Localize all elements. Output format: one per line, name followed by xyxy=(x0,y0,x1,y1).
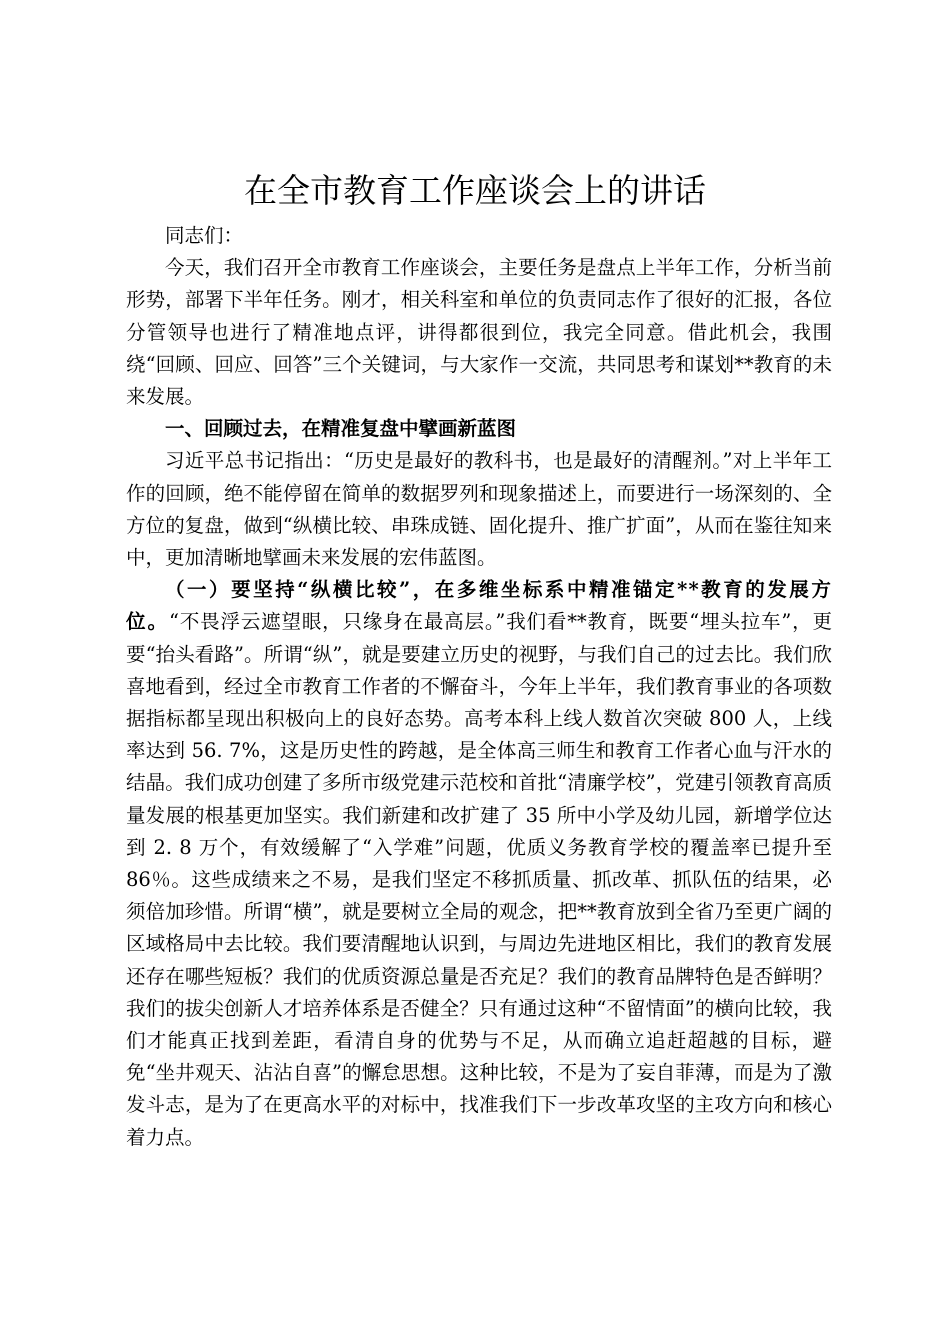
subsection-body: “不畏浮云遮望眼，只缘身在最高层。”我们看**教育，既要“埋头拉车”，更要“抬头看路”。所谓“纵”，就是要建立历史的视野，与我们自己的过去比。我们欣喜地看到，经过全市教育工作者的不懈奋斗，今年上半年，我们教育事业的各项数据指标都呈现出积极向上的良好态势。高考本科上线人数首次突破 800 人，上线率达到 56. 7%，这是历史性的跨越，是全体高三师生和教育工作者心血与汗水的结晶。我们成功创建了多所市级党建示范校和首批“清廉学校”，党建引领教育高质量发展的根基更加坚实。我们新建和改扩建了 35 所中小学及幼儿园，新增学位达到 2. 8 万个，有效缓解了“入学难”问题，优质义务教育学校的覆盖率已提升至86％。这些成绩来之不易，是我们坚定不移抓质量、抓改革、抓队伍的结果，必须倍加珍惜。所谓“横”，就是要树立全局的观念，把**教育放到全省乃至更广阔的区域格局中去比较。我们要清醒地认识到，与周边先进地区相比，我们的教育发展还存在哪些短板？我们的优质资源总量是否充足？我们的教育品牌特色是否鲜明？我们的拔尖创新人才培养体系是否健全？只有通过这种“不留情面”的横向比较，我们才能真正找到差距，看清自身的优势与不足，从而确立追赶超越的目标，避免“坐井观天、沾沾自喜”的懈怠思想。这种比较，不是为了妄自菲薄，而是为了激发斗志，是为了在更高水平的对标中，找准我们下一步改革攻坚的主攻方向和核心着力点。 xyxy=(126,610,832,1149)
section-heading: 一、回顾过去，在精准复盘中擘画新蓝图 xyxy=(165,417,517,441)
salutation: 同志们： xyxy=(165,224,244,247)
intro-paragraph: 今天，我们召开全市教育工作座谈会，主要任务是盘点上半年工作，分析当前形势，部署下半年任务。刚才，相关科室和单位的负责同志作了很好的汇报，各位分管领导也进行了精准地点评，讲得都很到位，我完全同意。借此机会，我围绕“回顾、回应、回答”三个关键词，与大家作一交流，共同思考和谋划**教育的未来发展。 xyxy=(126,256,832,409)
subsection-paragraph xyxy=(126,574,832,1154)
section-paragraph: 习近平总书记指出：“历史是最好的教科书，也是最好的清醒剂。”对上半年工作的回顾，绝不能停留在简单的数据罗列和现象描述上，而要进行一场深刻的、全方位的复盘，做到“纵横比较、串珠成链、固化提升、推广扩面”，从而在鉴往知来中，更加清晰地擘画未来发展的宏伟蓝图。 xyxy=(126,449,832,570)
subsection-lead: （一）要坚持“纵横比较”，在多维坐标系中精准锚定**教育的发展方位。 xyxy=(126,578,832,634)
document-title: 在全市教育工作座谈会上的讲话 xyxy=(244,171,706,210)
document-body xyxy=(126,220,832,1154)
